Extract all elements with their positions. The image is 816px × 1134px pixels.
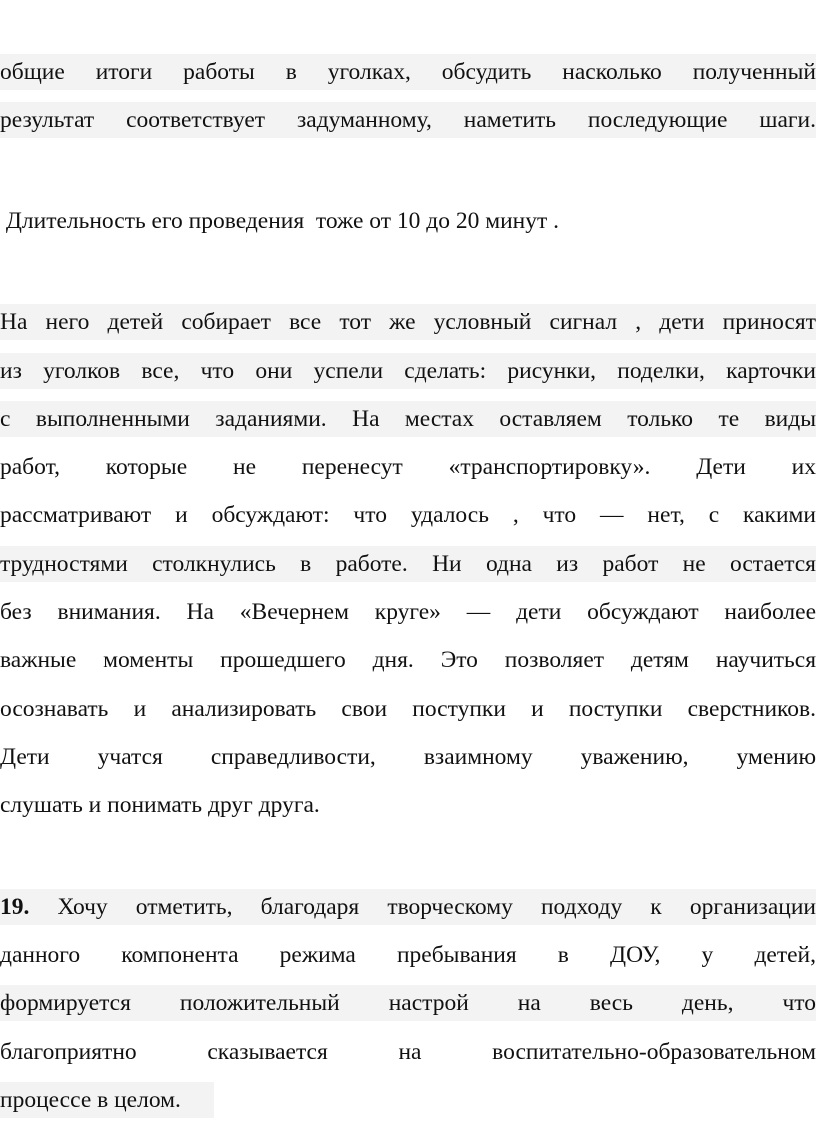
text-line: процессе в целом. <box>0 1082 214 1118</box>
text-line: данного компонента режима пребывания в ДОУ, у детей, <box>0 942 816 968</box>
text-line: Дети учатся справедливости, взаимному уважению, умению <box>0 744 816 770</box>
text-segment: Хочу отметить, благодаря творческому подходу к организации <box>29 894 816 920</box>
text-line: трудностями столкнулись в работе. Ни одна из работ не остается <box>0 546 816 582</box>
text-line: На него детей собирает все тот же условный сигнал , дети приносят <box>0 304 816 340</box>
text-line: важные моменты прошедшего дня. Это позволяет детям научиться <box>0 647 816 673</box>
text-line: общие итоги работы в уголках, обсудить насколько полученный <box>0 54 816 90</box>
text-line: работ, которые не перенесут «транспортировку». Дети их <box>0 454 816 480</box>
text-line: формируется положительный настрой на весь день, что <box>0 985 816 1021</box>
item-number: 19. <box>0 894 30 920</box>
text-line: слушать и понимать друг друга. <box>0 792 320 818</box>
text-line: рассматривают и обсуждают: что удалось , что — нет, с какими <box>0 502 816 528</box>
text-line: из уголков все, что они успели сделать: рисунки, поделки, карточки <box>0 353 816 389</box>
text-line: без внимания. На «Вечернем круге» — дети обсуждают наиболее <box>0 599 816 625</box>
text-line: с выполненными заданиями. На местах оставляем только те виды <box>0 401 816 437</box>
text-line: результат соответствует задуманному, наметить последующие шаги. <box>0 102 816 138</box>
text-line: благоприятно сказывается на воспитательно-образовательном <box>0 1039 816 1065</box>
text-line: осознавать и анализировать свои поступки и поступки сверстников. <box>0 696 816 722</box>
text-line <box>0 889 816 925</box>
text-line: Длительность его проведения тоже от 10 до 20 минут . <box>0 208 559 234</box>
